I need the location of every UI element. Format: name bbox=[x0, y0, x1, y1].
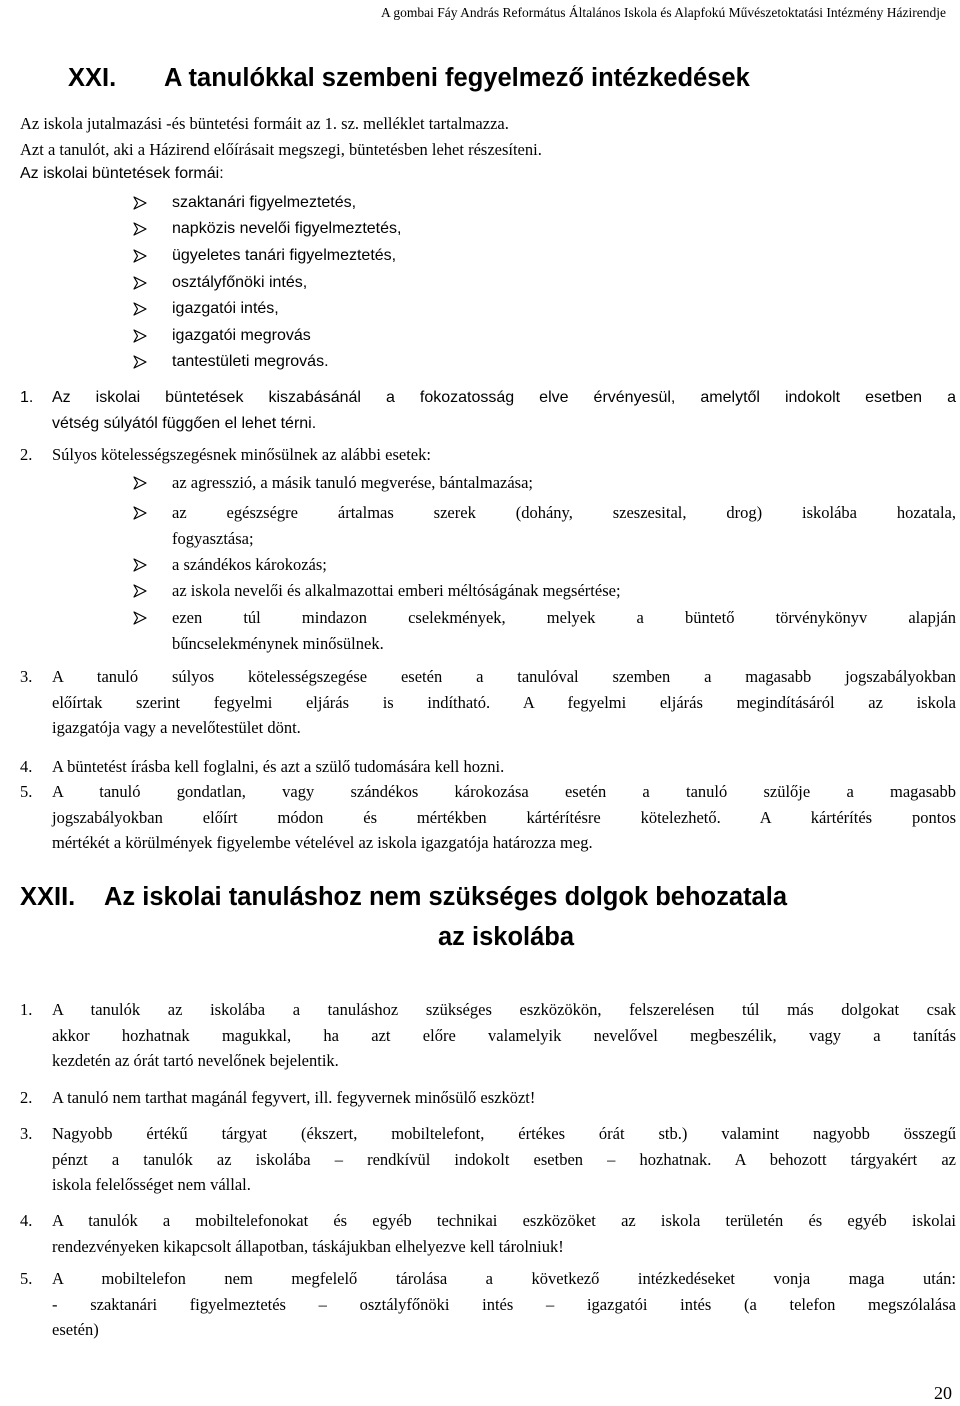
bullet-arrow-icon bbox=[133, 611, 147, 625]
section-21-item-paragraph bbox=[52, 664, 956, 741]
intro-line-3: Az iskolai büntetések formái: bbox=[20, 165, 224, 182]
section-22-item-paragraph bbox=[52, 997, 956, 1074]
punishment-form-item: ügyeletes tanári figyelmeztetés, bbox=[172, 247, 397, 264]
section-21-item-line: jogszabályokban előírt módon és mértékben kártérítésre kötelezhető. A kártérítés pontos bbox=[52, 807, 956, 827]
serious-case-line: az iskola nevelői és alkalmazottai emberi méltóságának megsértése; bbox=[172, 581, 621, 600]
section-22-item-line: rendezvényeken kikapcsolt állapotban, táskájukban elhelyezve kell tárolniuk! bbox=[52, 1236, 564, 1256]
section-22-item-line: kezdetén az órát tartó nevelőnek bejelentik. bbox=[52, 1051, 339, 1070]
section-22-title-line-2: az iskolába bbox=[438, 923, 575, 951]
section-22-item-line: pénzt a tanulók az iskolába – rendkívül indokolt esetben – hozhatnak. A behozott tárgyakért az bbox=[52, 1149, 956, 1169]
bullet-arrow-icon bbox=[133, 302, 147, 316]
item-1-line: Az iskolai büntetések kiszabásánál a fokozatosság elve érvényesül, amelytől indokolt esetben a bbox=[52, 389, 956, 406]
section-22-item-line: iskola felelősséget nem vállal. bbox=[52, 1175, 251, 1194]
item-1-number: 1. bbox=[20, 389, 34, 406]
bullet-arrow-icon bbox=[133, 329, 147, 343]
punishment-form-item: szaktanári figyelmeztetés, bbox=[172, 194, 357, 211]
serious-case-line: a szándékos károkozás; bbox=[172, 555, 327, 574]
item-2-lead: Súlyos kötelességszegésnek minősülnek az alábbi esetek: bbox=[52, 445, 431, 464]
section-22-item-line: Nagyobb értékű tárgyat (ékszert, mobiltelefont, értékes órát stb.) valamint nagyobb összegű bbox=[52, 1124, 956, 1143]
bullet-arrow-icon bbox=[133, 506, 147, 520]
section-22-item-line: A tanulók a mobiltelefonokat és egyéb technikai eszközöket az iskola területén és egyéb iskolai bbox=[52, 1211, 956, 1230]
section-22-item-line: akkor hozhatnak magukkal, ha azt előre valamelyik nevelővel megbeszélik, vagy a tanítás bbox=[52, 1025, 956, 1045]
section-21-item-number: 4. bbox=[20, 757, 33, 776]
section-22-item-number: 2. bbox=[20, 1088, 33, 1107]
bullet-arrow-icon bbox=[133, 249, 147, 263]
intro-line-1: Az iskola jutalmazási -és büntetési formáit az 1. sz. melléklet tartalmazza. bbox=[20, 114, 509, 133]
serious-case-item bbox=[172, 500, 956, 551]
bullet-arrow-icon bbox=[133, 355, 147, 369]
serious-case-line: bűncselekménynek minősülnek. bbox=[172, 633, 384, 653]
section-22-item-number: 5. bbox=[20, 1269, 33, 1288]
punishment-form-item: igazgatói megrovás bbox=[172, 327, 311, 344]
section-21-item-paragraph bbox=[52, 779, 956, 856]
document-header: A gombai Fáy András Református Általános Iskola és Alapfokú Művészetoktatási Intézmény Házirendje bbox=[381, 5, 946, 20]
section-22-title-line-1: Az iskolai tanuláshoz nem szükséges dolgok behozatala bbox=[104, 883, 788, 911]
section-21-item-line: mértékét a körülmények figyelembe vételével az iskola igazgatója határozza meg. bbox=[52, 833, 593, 852]
section-22-item-paragraph bbox=[52, 1121, 956, 1198]
serious-case-line: az egészségre ártalmas szerek (dohány, szeszesital, drog) iskolába hozatala, bbox=[172, 503, 956, 522]
item-2-number: 2. bbox=[20, 445, 33, 464]
bullet-arrow-icon bbox=[133, 558, 147, 572]
bullet-arrow-icon bbox=[133, 584, 147, 598]
section-21-item-line: igazgatója vagy a nevelőtestület dönt. bbox=[52, 718, 301, 737]
punishment-form-item: osztályfőnöki intés, bbox=[172, 274, 308, 291]
bullet-arrow-icon bbox=[133, 196, 147, 210]
page-number: 20 bbox=[934, 1383, 952, 1403]
section-21-item-line: A büntetést írásba kell foglalni, és azt a szülő tudomására kell hozni. bbox=[52, 757, 505, 776]
serious-case-item bbox=[172, 605, 956, 656]
section-22-item-number: 3. bbox=[20, 1124, 33, 1143]
intro-line-2: Azt a tanulót, aki a Házirend előírásait megszegi, büntetésben lehet részesíteni. bbox=[20, 140, 542, 159]
section-21-item-line: előírtak szerint fegyelmi eljárás is indítható. A fegyelmi eljárás megindításáról az iskola bbox=[52, 692, 956, 712]
section-22-item-paragraph bbox=[52, 1266, 956, 1343]
punishment-form-item: igazgatói intés, bbox=[172, 300, 279, 317]
section-22-item-number: 1. bbox=[20, 1000, 33, 1019]
section-21-item-paragraph bbox=[52, 754, 956, 780]
section-22-item-line: A tanulók az iskolába a tanuláshoz szükséges eszközökön, felszerelésen túl más dolgokat csak bbox=[52, 1000, 956, 1019]
punishment-form-item: napközis nevelői figyelmeztetés, bbox=[172, 220, 402, 237]
section-22-item-line: A tanuló nem tarthat magánál fegyvert, ill. fegyvernek minősülő eszközt! bbox=[52, 1088, 536, 1107]
bullet-arrow-icon bbox=[133, 222, 147, 236]
serious-case-line: fogyasztása; bbox=[172, 528, 254, 548]
section-22-item-line: - szaktanári figyelmeztetés – osztályfőnöki intés – igazgatói intés (a telefon megszólalása bbox=[52, 1294, 956, 1314]
section-22-item-line: A mobiltelefon nem megfelelő tárolása a következő intézkedéseket vonja maga után: bbox=[52, 1269, 956, 1288]
item-1-paragraph bbox=[52, 385, 956, 436]
serious-case-line: ezen túl mindazon cselekmények, melyek a büntető törvénykönyv alapján bbox=[172, 608, 956, 627]
section-21-item-line: A tanuló gondatlan, vagy szándékos károkozása esetén a tanuló szülője a magasabb bbox=[52, 782, 956, 801]
section-21-item-number: 5. bbox=[20, 782, 33, 801]
serious-case-item bbox=[172, 552, 956, 578]
section-21-heading bbox=[68, 63, 750, 93]
section-21-item-line: A tanuló súlyos kötelességszegése esetén a tanulóval szemben a magasabb jogszabályokban bbox=[52, 667, 956, 686]
bullet-arrow-icon bbox=[133, 476, 147, 490]
section-22-number: XXII. bbox=[20, 883, 76, 911]
serious-case-line: az agresszió, a másik tanuló megverése, bántalmazása; bbox=[172, 473, 534, 492]
serious-case-item bbox=[172, 470, 956, 496]
serious-case-item bbox=[172, 578, 956, 604]
section-22-item-paragraph bbox=[52, 1085, 956, 1111]
punishment-form-item: tantestületi megrovás. bbox=[172, 353, 329, 370]
section-22-heading bbox=[20, 882, 787, 912]
section-22-item-paragraph bbox=[52, 1208, 956, 1259]
bullet-arrow-icon bbox=[133, 276, 147, 290]
section-21-number: XXI. bbox=[68, 64, 117, 92]
section-21-item-number: 3. bbox=[20, 667, 33, 686]
section-22-item-line: esetén) bbox=[52, 1320, 99, 1339]
section-21-title: A tanulókkal szembeni fegyelmező intézkedések bbox=[164, 64, 750, 92]
item-1-line: vétség súlyától függően el lehet térni. bbox=[52, 414, 317, 432]
section-22-item-number: 4. bbox=[20, 1211, 33, 1230]
